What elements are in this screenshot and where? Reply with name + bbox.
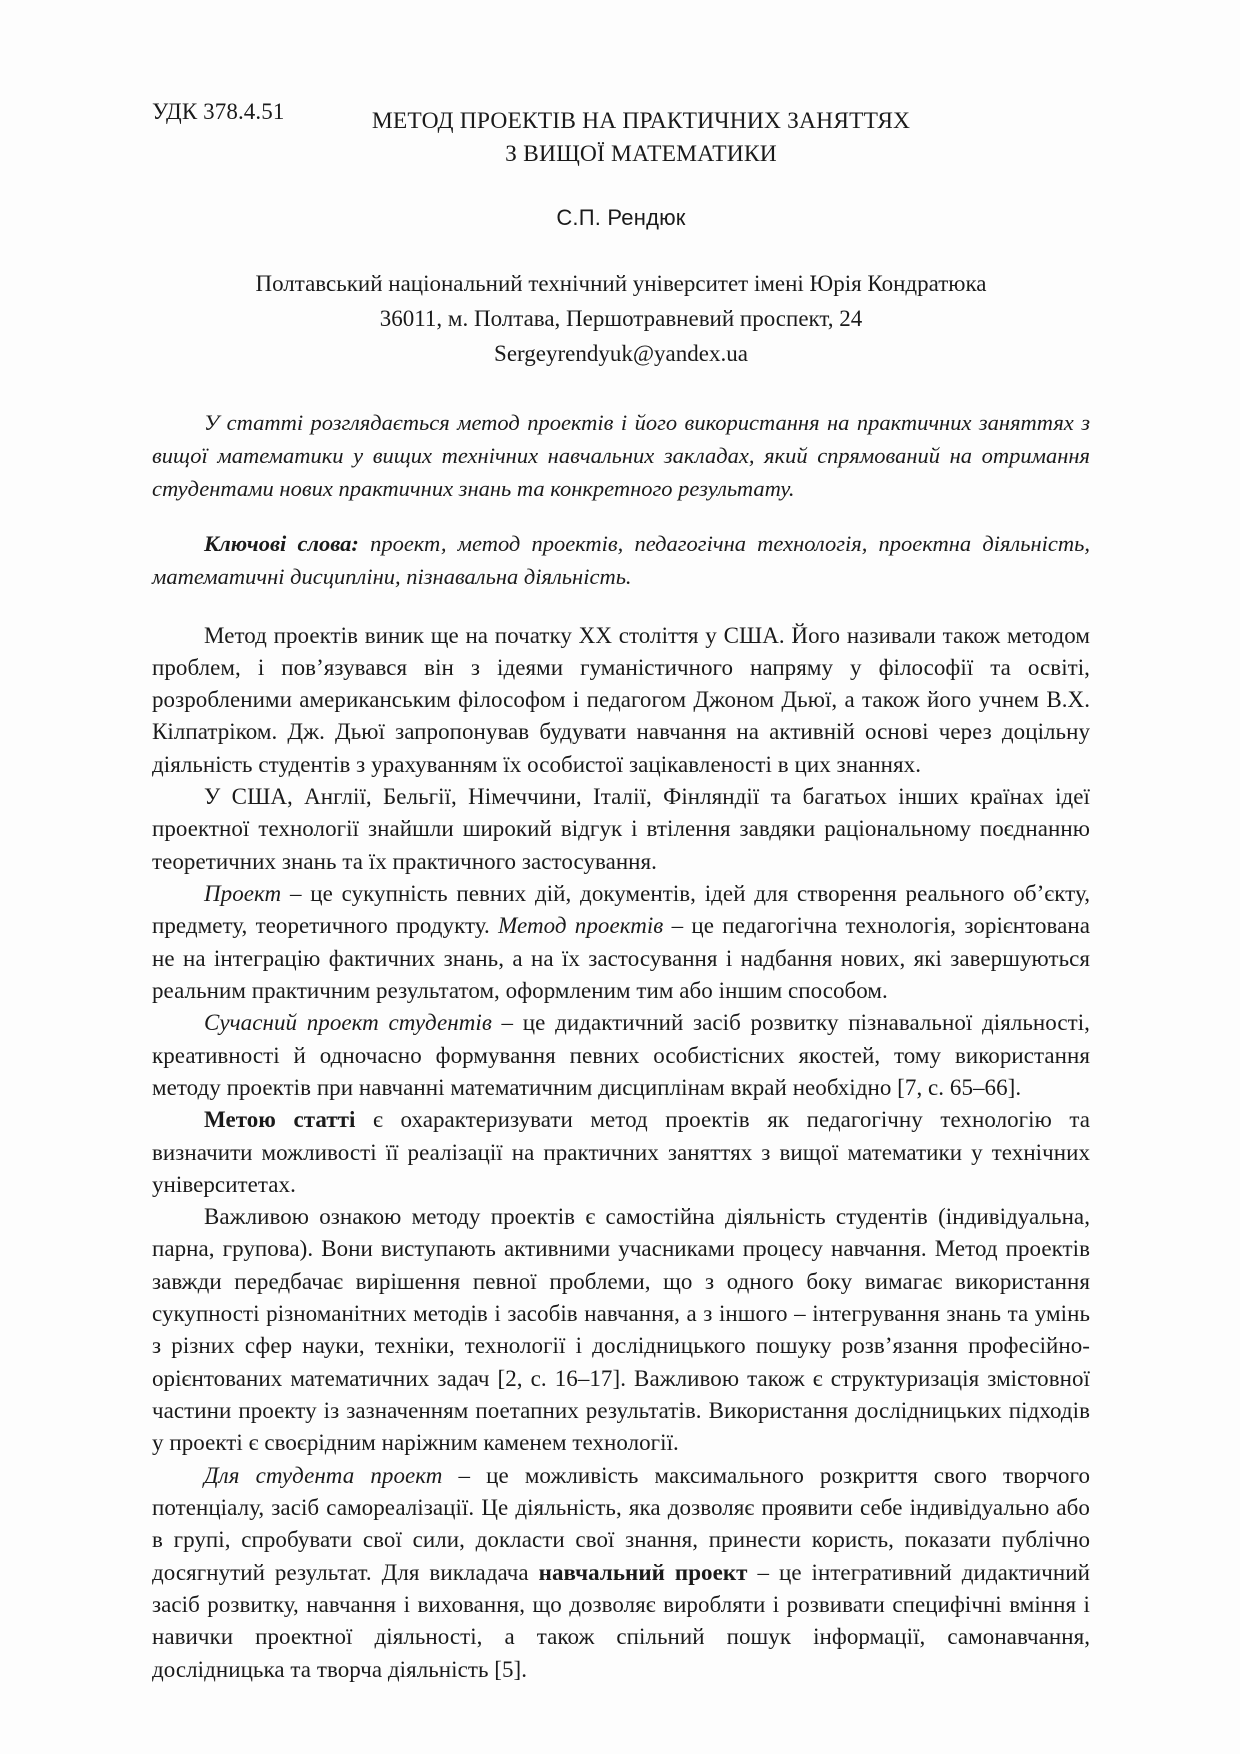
body-paragraph: [152, 620, 1090, 782]
affiliation-address: 36011, м. Полтава, Першотравневий проспект, 24: [379, 306, 863, 332]
body-paragraph: [152, 1104, 1090, 1201]
page-content: [152, 98, 1090, 1686]
text-run: Метод проектів виник ще на початку ХХ століття у США. Його називали також методом проблем, і пов’язувався він з ідеями гуманістичного напряму у філософії та освіті, розробленими американським філософом і педагогом Джоном Дьюї, а також його учнем В.Х. Кілпатріком. Дж. Дьюї запропонував будувати навчання на активній основі через доцільну діяльність студентів з урахуванням їх особистої зацікавленості в цих знаннях.: [152, 622, 1090, 777]
body-paragraph: [152, 1007, 1090, 1104]
emphasis-term: Метод проектів: [498, 913, 664, 939]
body-text: [152, 620, 1090, 1686]
author-email: Sergeyrendyuk@yandex.ua: [494, 341, 748, 367]
title-line-2: З ВИЩОЇ МАТЕМАТИКИ: [505, 141, 777, 168]
page-title: [152, 105, 1090, 172]
text-run: У США, Англії, Бельгії, Німеччини, Італії, Фінляндії та багатьох інших країнах ідеї проектної технології знайшли широкий відгук і втілення завдяки раціональному поєднанню теоретичних знань та їх практичного застосування.: [152, 784, 1090, 874]
text-run: – це педагогічна технологія, зорієнтована не на інтеграцію фактичних знань, а на їх застосування і надбання нових, які завершуються реальним практичним результатом, оформленим тим або іншим способом.: [152, 913, 1090, 1003]
emphasis-term: Для студента проект: [204, 1462, 443, 1488]
emphasis-term: Сучасний проект студентів: [204, 1010, 492, 1036]
strong-term: навчальний проект: [538, 1559, 748, 1585]
body-paragraph: [152, 878, 1090, 1007]
author-name: С.П. Рендюк: [556, 205, 686, 231]
text-run: – це дидактичний засіб розвитку пізнавальної діяльності, креативності й одночасно формування певних особистісних якостей, тому використання методу проектів при навчанні математичним дисциплінам вкрай необхідно [7, с. 65–66].: [152, 1010, 1090, 1100]
text-run: – це сукупність певних дій, документів, ідей для створення реального об’єкту, предмету, теоретичного продукту.: [152, 881, 1090, 939]
body-paragraph: [152, 1460, 1090, 1686]
body-paragraph: [152, 1201, 1090, 1460]
abstract-paragraph: У статті розглядається метод проектів і його використання на практичних заняттях з вищої математики у вищих технічних навчальних закладах, який спрямований на отримання студентами нових практичних знань та конкретного результату.: [152, 410, 1090, 502]
keywords-list: проект, метод проектів, педагогічна технологія, проектна діяльність, математичні дисципліни, пізнавальна діяльність.: [152, 530, 1090, 589]
text-run: є охарактеризувати метод проектів як педагогічну технологію та визначити можливості її реалізації на практичних заняттях з вищої математики у технічних університетах.: [152, 1107, 1090, 1197]
emphasis-term: Проект: [204, 881, 282, 907]
keywords-label: Ключові слова:: [204, 530, 359, 556]
text-run: – це інтегративний дидактичний засіб розвитку, навчання і виховання, що дозволяє виробляти і розвивати специфічні вміння і навички проектної діяльності, а також спільний пошук інформації, самонавчання, дослідницька та творча діяльність [5].: [152, 1559, 1090, 1682]
keywords-paragraph: [152, 528, 1090, 594]
strong-term: Метою статті: [204, 1107, 356, 1133]
text-run: Важливою ознакою методу проектів є самостійна діяльність студентів (індивідуальна, парна, групова). Вони виступають активними учасниками процесу навчання. Метод проектів завжди передбачає вирішення певної проблеми, що з одного боку вимагає використання сукупності різноманітних методів і засобів навчання, а з іншого – інтегрування знань та умінь з різних сфер науки, техніки, технології і дослідницького пошуку розв’язання професійно-орієнтованих математичних задач [2, с. 16–17]. Важливою також є структуризація змістовної частини проекту із зазначенням поетапних результатів. Використання дослідницьких підходів у проекті є своєрідним наріжним каменем технології.: [152, 1204, 1090, 1456]
body-paragraph: [152, 781, 1090, 878]
affiliation-block: [152, 267, 1090, 372]
udk-code: УДК 378.4.51: [152, 99, 285, 124]
affiliation-institution: Полтавський національний технічний університет імені Юрія Кондратюка: [255, 271, 987, 297]
text-run: – це можливість максимального розкриття свого творчого потенціалу, засіб самореалізації. Це діяльність, яка дозволяє проявити себе індивідуально або в групі, спробувати свої сили, докласти свої знання, принести користь, показати публічно досягнутий результат. Для викладача: [152, 1462, 1091, 1585]
title-line-1: МЕТОД ПРОЕКТІВ НА ПРАКТИЧНИХ ЗАНЯТТЯХ: [371, 107, 911, 134]
